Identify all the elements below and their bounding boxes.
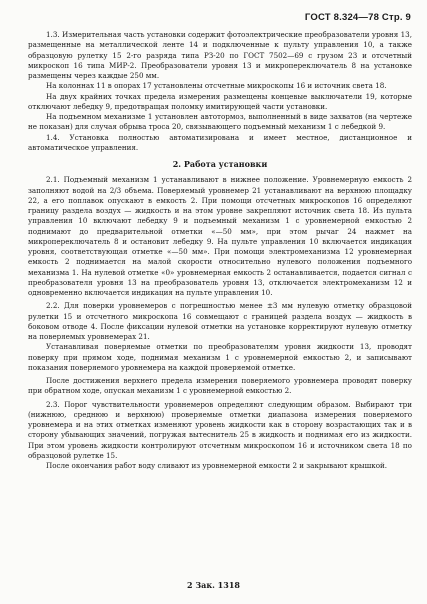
paragraph: Устанавливая поверяемые отметки по преобразователям уровня жидкости 13, проводят поверку при прямом ходе, поднимая механизм 1 с уровнемерной емкостью 2, и записывают показания поверяемого уровнемера на каждой проверяемой отметке. (28, 342, 412, 372)
section-title: 2. Работа установки (172, 159, 268, 169)
paragraph: На колоннах 11 в опорах 17 установлены отсчетные микроскопы 16 и источник света 18. (46, 81, 387, 91)
paragraph: 2.2. Для поверки уровнемеров с погрешностью менее ±3 мм нулевую отметку образцовой рулетки 15 и отсчетного микроскопа 16 совмещают с границей раздела воздух — жидкость в боковом отводе 4. После фиксации нулевой отметки на установке корректируют нулевую отметку на поверяемых уровнемерах 21. (28, 301, 412, 341)
paragraph: После достижения верхнего предела измерения поверяемого уровнемера проводят поверку при обратном ходе, опуская механизм 1 с уровнемерной емкостью 2. (28, 376, 412, 396)
paragraph: 1.3. Измерительная часть установки содержит фотоэлектрические преобразователи уровня 13, размещенные на металлической ленте 14 и подключенные к пульту управления 10, а также образцовую рулетку 15 2-го разряда типа РЗ-20 по ГОСТ 7502—69 с грузом 23 и отсчетный микроскоп 16 типа МИР-2. Преобразователи уровня 13 и микропереключатель 8 на установке размещены через каждые 250 мм. (28, 30, 412, 80)
paragraph: 2.1. Подъемный механизм 1 устанавливают в нижнее положение. Уровнемерную емкость 2 заполняют водой на 2/3 объема. Поверяемый уровнемер 21 устанавливают на верхнюю площадку 22, а его поплавок опускают в емкость 2. При помощи отсчетных микроскопов 16 определяют границу раздела воздух — жидкость и на этом уровне закрепляют источник света 18. Из пульта управления 10 включают лебедку 9 и подъемный механизм 1 с уровнемерной емкостью 2 поднимают до предварительной отметки «—50 мм», при этом рычаг 24 нажмет на микропереключатель 8 и остановит лебедку 9. На пульте управления 10 включается индикация уровня, соответствующая отметке «—50 мм». При помощи электромеханизма 12 уровнемерная емкость 2 поднимается на малой скорости относительно нулевого положения подъемного механизма 1. На нулевой отметке «0» уровнемерная емкость 2 останавливается, подается сигнал с преобразователя уровня 13 на преобразователь уровня 13, отключается электромеханизм 12 и одновременно включается индикация на пульте управления 10. (28, 175, 412, 297)
document-body (28, 30, 412, 471)
page-header: ГОСТ 8.324—78 Стр. 9 (304, 12, 411, 23)
paragraph: После окончания работ воду сливают из уровнемерной емкости 2 и закрывают крышкой. (46, 461, 388, 470)
paragraph: 2.3. Порог чувствительности уровнемеров определяют следующим образом. Выбирают три (нижнюю, среднюю и верхнюю) проверяемые отметки диапазона измерения поверяемого уровнемера и на этих отметках изменяют уровень жидкости как в сторону возрастающих так и в сторону убывающих значений, погружая вытеснитель 25 в жидкость и поднимая его из жидкости. При этом уровень жидкости контролируют отсчетным микроскопом 16 и источником света 18 по образцовой рулетке 15. (28, 399, 412, 460)
paragraph: 1.4. Установка полностью автоматизирована и имеет местное, дистанционное и автоматическое управления. (28, 132, 412, 152)
paragraph: На двух крайних точках предела измерения размещены концевые выключатели 19, которые отключают лебедку 9, предотвращая поломку имитирующей части установки. (28, 91, 412, 111)
paragraph: На подъемном механизме 1 установлен автотормоз, выполненный в виде захватов (на чертеже не показан) для случая обрыва троса 20, связывающего подъемный механизм 1 с лебедкой 9. (28, 112, 412, 132)
page-footer: 2 Зак. 1318 (187, 580, 240, 590)
